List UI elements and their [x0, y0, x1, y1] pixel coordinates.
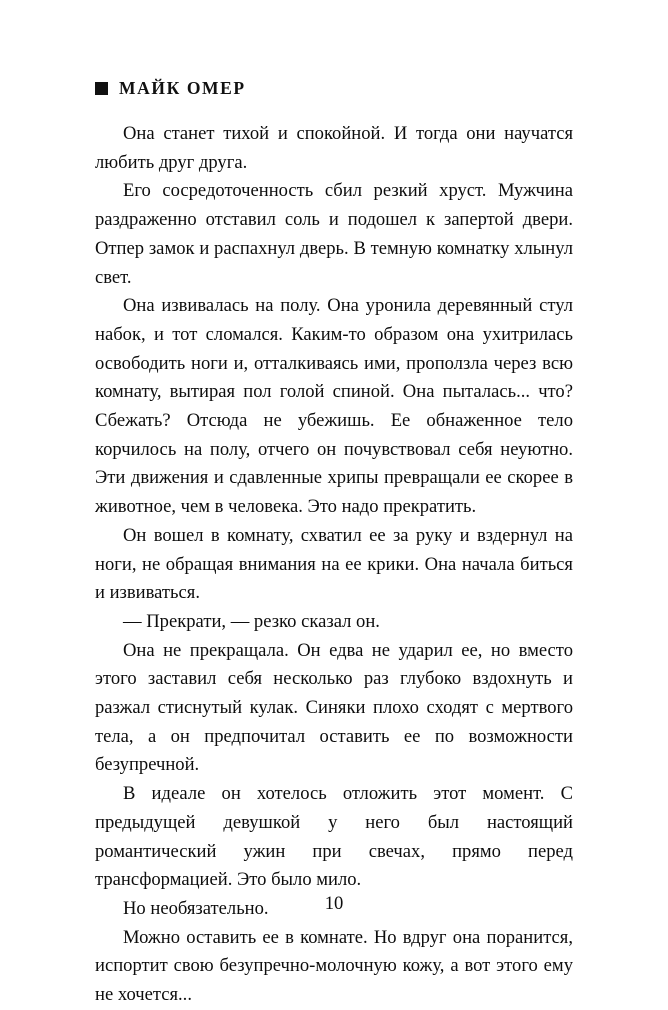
paragraph: Она не прекращала. Он едва не ударил ее, но вместо этого заставил себя несколько раз глубоко вздохнуть и разжал стиснутый кулак. Синяки плохо сходят с мертвого тела, а он предпочитал оставить ее по возможности безупречной.: [95, 639, 573, 776]
page-body: [95, 120, 573, 1010]
paragraph: В идеале он хотелось отложить этот момент. С предыдущей девушкой у него был настоящий романтический ужин при свечах, прямо перед трансформацией. Это было мило.: [95, 783, 573, 891]
page-number: 10: [324, 893, 344, 914]
paragraph: Он вошел в комнату, схватил ее за руку и вздернул на ноги, не обращая внимания на ее крики. Она начала биться и извиваться.: [95, 524, 573, 604]
paragraph: Но необязательно.: [123, 897, 269, 919]
running-head: [95, 78, 246, 99]
paragraph: Можно оставить ее в комнате. Но вдруг она поранится, испортит свою безупречно-молочную кожу, а вот этого ему не хочется...: [95, 926, 573, 1006]
paragraph: Его сосредоточенность сбил резкий хруст. Мужчина раздраженно отставил соль и подошел к запертой двери. Отпер замок и распахнул дверь. В темную комнатку хлынул свет.: [95, 180, 573, 288]
paragraph: Она станет тихой и спокойной. И тогда они научатся любить друг друга.: [95, 123, 573, 173]
author-name: МАЙК ОМЕР: [119, 78, 246, 98]
paragraph: Она извивалась на полу. Она уронила деревянный стул набок, и тот сломался. Каким-то образом она ухитрилась освободить ноги и, отталкиваясь ими, проползла через всю комнату, вытирая пол голой спиной. Она пыталась... что? Сбежать? Отсюда не убежишь. Ее обнаженное тело корчилось на полу, отчего он почувствовал себя неуютно. Эти движения и сдавленные хрипы превращали ее скорее в животное, чем в человека. Это надо прекратить.: [95, 295, 573, 518]
square-bullet-icon: [95, 82, 108, 95]
paragraph-dialogue: — Прекрати, — резко сказал он.: [123, 610, 380, 632]
